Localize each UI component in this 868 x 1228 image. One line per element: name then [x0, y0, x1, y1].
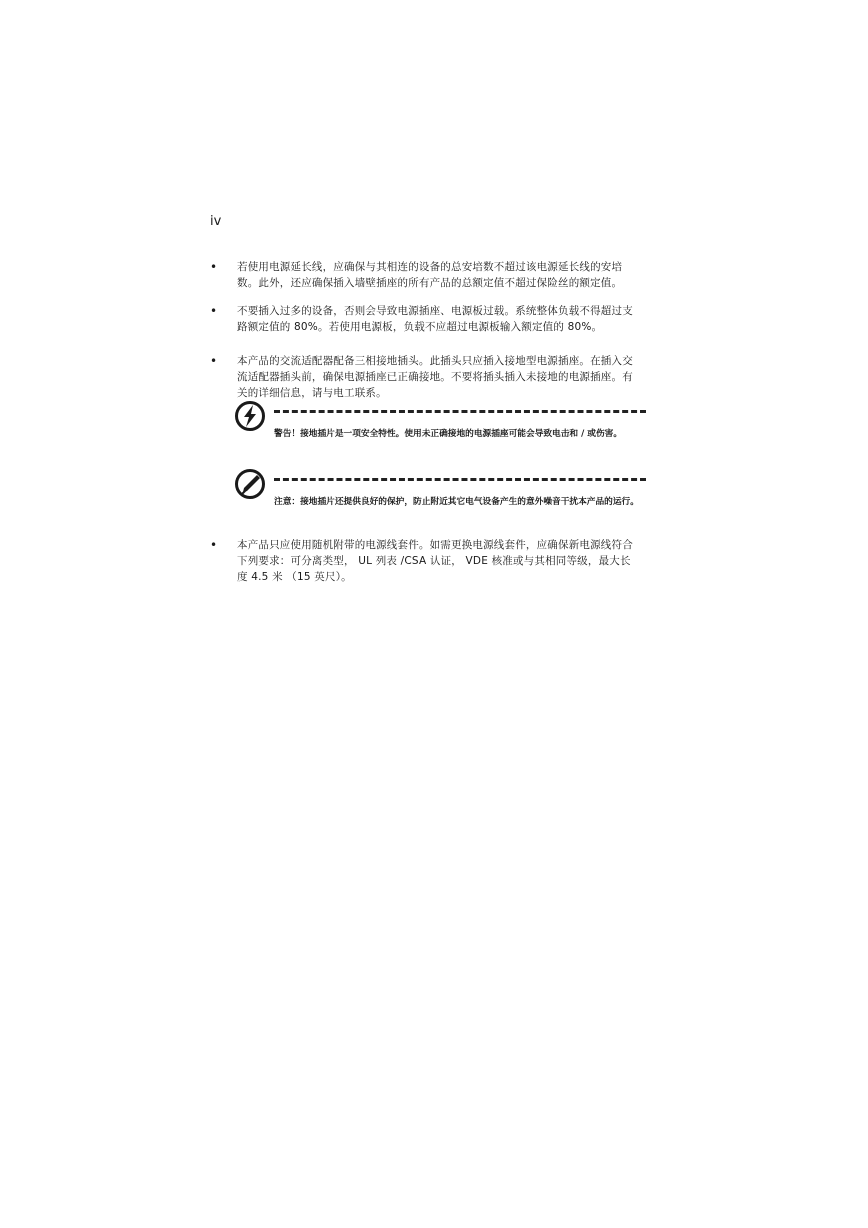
- bullet-marker: •: [210, 260, 218, 274]
- dashed-divider: [274, 478, 646, 481]
- list-item: [210, 353, 640, 401]
- dashed-divider: [274, 410, 646, 413]
- list-item-text: 本产品的交流适配器配备三相接地插头。此插头只应插入接地型电源插座。在插入交流适配器插头前，确保电源插座已正确接地。不要将插头插入未接地的电源插座。有关的详细信息，请与电工联系。: [237, 355, 633, 399]
- list-item: [210, 259, 640, 291]
- warning-lightning-icon: [234, 400, 266, 432]
- list-item: [210, 537, 640, 585]
- list-item-text: 若使用电源延长线，应确保与其相连的设备的总安培数不超过该电源延长线的安培数。此外，还应确保插入墙壁插座的所有产品的总额定值不超过保险丝的额定值。: [237, 261, 623, 289]
- list-item: [210, 303, 640, 335]
- note-pen-icon: [234, 468, 266, 500]
- list-item-text: 本产品只应使用随机附带的电源线套件。如需更换电源线套件，应确保新电源线符合下列要求：可分离类型， UL 列表 /CSA 认证， VDE 核准或与其相同等级，最大长度 4.5 米 （15 英尺）。: [237, 539, 633, 583]
- bullet-marker: •: [210, 354, 218, 368]
- list-item-text: 不要插入过多的设备，否则会导致电源插座、电源板过载。系统整体负载不得超过支路额定值的 80%。若使用电源板，负载不应超过电源板输入额定值的 80%。: [237, 305, 633, 333]
- warning-text: 警告！接地插片是一项安全特性。使用未正确接地的电源插座可能会导致电击和 / 或伤害。: [274, 429, 623, 439]
- page-number: iv: [210, 214, 222, 229]
- bullet-marker: •: [210, 304, 218, 318]
- caution-text: 注意：接地插片还提供良好的保护，防止附近其它电气设备产生的意外噪音干扰本产品的运行。: [274, 497, 639, 507]
- bullet-marker: •: [210, 538, 218, 552]
